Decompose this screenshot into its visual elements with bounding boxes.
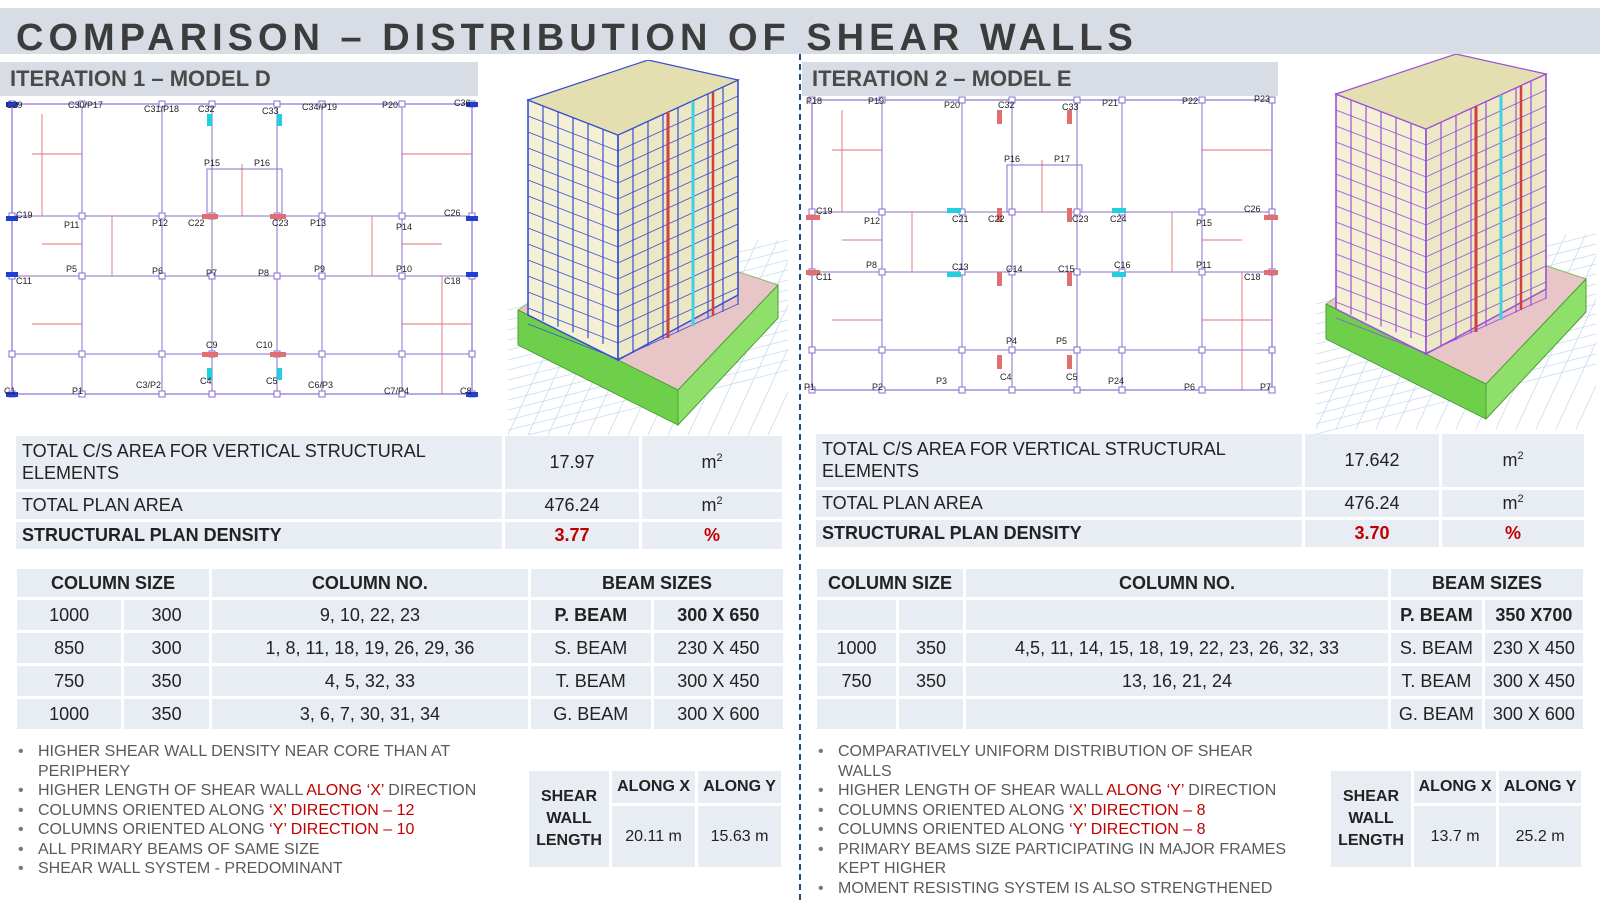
beam-sizes-header: BEAM SIZES xyxy=(1390,568,1585,599)
along-y-header: ALONG Y xyxy=(697,770,783,805)
cell: 350 xyxy=(123,665,211,698)
plan-label: C26 xyxy=(1244,204,1261,214)
cell: 300 X 450 xyxy=(652,665,784,698)
list-item: • ALL PRIMARY BEAMS OF SAME SIZE xyxy=(16,840,516,860)
plan-label: P7 xyxy=(206,268,218,278)
shear-wall xyxy=(1264,270,1278,275)
column-marker xyxy=(1199,97,1205,103)
cell xyxy=(965,698,1390,731)
plan-label: C18 xyxy=(1244,272,1261,282)
column-marker xyxy=(274,273,280,279)
column-marker xyxy=(1009,347,1015,353)
area-unit: $m^2$ xyxy=(641,490,783,520)
plan-label: P20 xyxy=(382,100,399,110)
plan-label: C34/P19 xyxy=(302,102,338,112)
column-marker xyxy=(879,347,885,353)
plan-label: P2 xyxy=(872,382,884,392)
table-row xyxy=(816,568,1585,599)
cell: 300 X 450 xyxy=(1483,665,1584,698)
cell xyxy=(897,698,964,731)
along-y-header: ALONG Y xyxy=(1498,770,1583,805)
plan-label: P16 xyxy=(254,158,271,168)
table-row xyxy=(816,434,1584,488)
plan-label: P1 xyxy=(72,386,84,396)
table-row xyxy=(16,599,785,632)
column-marker xyxy=(809,209,815,215)
shear-wall xyxy=(1264,215,1278,220)
shear-wall xyxy=(1067,272,1072,286)
cell: 750 xyxy=(16,665,123,698)
area-label: TOTAL C/S AREA FOR VERTICAL STRUCTURAL ELEMENTS xyxy=(816,434,1304,488)
cell: 13, 16, 21, 24 xyxy=(965,665,1390,698)
plan-label: C19 xyxy=(16,210,33,220)
table-row xyxy=(16,665,785,698)
cell xyxy=(897,599,964,632)
column-marker xyxy=(1119,387,1125,393)
plan-label: C31/P18 xyxy=(144,104,180,114)
column-marker xyxy=(399,101,405,107)
cell: S. BEAM xyxy=(529,632,652,665)
table-row xyxy=(16,568,785,599)
column-marker xyxy=(959,387,965,393)
shear-wall xyxy=(466,216,478,221)
list-item: • COLUMNS ORIENTED ALONG ‘Y’ DIRECTION – 10 xyxy=(16,820,516,840)
plan-label: P12 xyxy=(864,216,881,226)
area-value: 17.97 xyxy=(504,436,641,490)
cell: 1, 8, 11, 18, 19, 26, 29, 36 xyxy=(210,632,529,665)
shear-wall xyxy=(997,272,1002,286)
shear-wall xyxy=(997,110,1002,124)
plan-label: C32 xyxy=(998,100,1015,110)
list-item: • PRIMARY BEAMS SIZE PARTICIPATING IN MAJOR FRAMES KEPT HIGHER xyxy=(816,840,1306,879)
cell: 230 X 450 xyxy=(1483,632,1584,665)
shear-wall xyxy=(277,368,282,380)
area-label: STRUCTURAL PLAN DENSITY xyxy=(16,520,504,550)
cell: 300 X 600 xyxy=(1483,698,1584,731)
cell: 750 xyxy=(816,665,898,698)
column-marker xyxy=(809,347,815,353)
column-marker xyxy=(1199,347,1205,353)
cell: 350 xyxy=(123,698,211,731)
shear-wall xyxy=(466,272,478,277)
cell: 4, 5, 32, 33 xyxy=(210,665,529,698)
plan-label: C21 xyxy=(952,214,969,224)
cell: S. BEAM xyxy=(1390,632,1484,665)
cell: 1000 xyxy=(16,599,123,632)
plan-label: C4 xyxy=(200,376,212,386)
area-value: 476.24 xyxy=(504,490,641,520)
density-value: 3.70 xyxy=(1304,518,1441,548)
column-marker xyxy=(159,351,165,357)
list-item: • SHEAR WALL SYSTEM - PREDOMINANT xyxy=(16,859,516,879)
plan-label: P8 xyxy=(866,260,878,270)
plan-label: C22 xyxy=(988,214,1005,224)
column-marker xyxy=(9,351,15,357)
plan-label: P10 xyxy=(396,264,413,274)
plan-label: C5 xyxy=(266,376,278,386)
title-bar xyxy=(0,8,1600,59)
area-table-model-e xyxy=(816,434,1584,550)
plan-label: P4 xyxy=(1006,336,1018,346)
column-marker xyxy=(1074,347,1080,353)
plan-label: P19 xyxy=(868,96,885,106)
plan-label: P11 xyxy=(64,220,80,230)
column-marker xyxy=(1009,209,1015,215)
plan-label: C24 xyxy=(1110,214,1127,224)
cell: 3, 6, 7, 30, 31, 34 xyxy=(210,698,529,731)
plan-label: P21 xyxy=(1102,98,1119,108)
ground-grid xyxy=(1576,234,1596,429)
along-y-value: 15.63 m xyxy=(697,805,783,869)
plan-label: P5 xyxy=(1056,336,1068,346)
column-marker xyxy=(79,213,85,219)
plan-label: C13 xyxy=(952,262,969,272)
plan-label: C33 xyxy=(1062,102,1079,112)
list-item: • HIGHER LENGTH OF SHEAR WALL ALONG ‘X’ DIRECTION xyxy=(16,781,516,801)
plan-label: C33 xyxy=(262,106,279,116)
shear-wall xyxy=(1112,208,1126,213)
area-unit: $m^2$ xyxy=(641,436,783,490)
area-value: 17.642 xyxy=(1304,434,1441,488)
shear-wall xyxy=(1067,355,1072,369)
shear-wall-length-model-d xyxy=(526,768,784,870)
cell: 350 xyxy=(897,665,964,698)
plan-label: P8 xyxy=(258,268,270,278)
plan-label: C15 xyxy=(1058,264,1075,274)
observations-model-e xyxy=(816,742,1306,898)
plan-label: C11 xyxy=(816,272,832,282)
plan-label: P15 xyxy=(204,158,221,168)
shear-wall xyxy=(947,208,961,213)
cell xyxy=(965,599,1390,632)
page-title: COMPARISON – DISTRIBUTION OF SHEAR WALLS xyxy=(16,17,1138,59)
area-label: TOTAL C/S AREA FOR VERTICAL STRUCTURAL ELEMENTS xyxy=(16,436,504,490)
shear-wall-length-model-e xyxy=(1328,768,1584,870)
column-marker xyxy=(319,391,325,397)
density-value: 3.77 xyxy=(504,520,641,550)
plan-label: P7 xyxy=(1260,382,1272,392)
cell: P. BEAM xyxy=(1390,599,1484,632)
column-size-header: COLUMN SIZE xyxy=(16,568,211,599)
area-unit: $m^2$ xyxy=(1441,488,1585,518)
plan-label: P24 xyxy=(1108,376,1125,386)
cell: 9, 10, 22, 23 xyxy=(210,599,529,632)
shear-wall xyxy=(270,352,286,357)
table-row xyxy=(16,632,785,665)
cell: 230 X 450 xyxy=(652,632,784,665)
list-item: • COLUMNS ORIENTED ALONG ‘X’ DIRECTION – 12 xyxy=(16,801,516,821)
column-marker xyxy=(399,213,405,219)
shear-wall xyxy=(207,114,212,126)
area-unit: $m^2$ xyxy=(1441,434,1585,488)
cell xyxy=(816,698,898,731)
table-row xyxy=(816,599,1585,632)
table-row xyxy=(816,665,1585,698)
plan-label: P23 xyxy=(1254,94,1271,104)
column-marker xyxy=(1269,347,1275,353)
list-item: • COMPARATIVELY UNIFORM DISTRIBUTION OF SHEAR WALLS xyxy=(816,742,1306,781)
plan-label: P20 xyxy=(944,100,961,110)
plan-label: P5 xyxy=(66,264,78,274)
core-outline xyxy=(207,169,282,216)
plan-label: P9 xyxy=(314,264,326,274)
along-x-header: ALONG X xyxy=(1413,770,1498,805)
column-table-model-d xyxy=(14,566,786,732)
plan-label: P13 xyxy=(310,218,327,228)
plan-label: C19 xyxy=(816,206,833,216)
column-marker xyxy=(1074,387,1080,393)
column-marker xyxy=(79,273,85,279)
shear-wall xyxy=(1112,272,1126,277)
cell: G. BEAM xyxy=(529,698,652,731)
iteration-2-label: ITERATION 2 – MODEL E xyxy=(802,62,1278,96)
cell: 350 X700 xyxy=(1483,599,1584,632)
table-row xyxy=(816,632,1585,665)
column-marker xyxy=(879,269,885,275)
column-marker xyxy=(1269,209,1275,215)
area-label: TOTAL PLAN AREA xyxy=(16,490,504,520)
cell: 300 X 600 xyxy=(652,698,784,731)
area-label: TOTAL PLAN AREA xyxy=(816,488,1304,518)
plan-label: P12 xyxy=(152,218,169,228)
column-marker xyxy=(469,351,475,357)
column-marker xyxy=(79,351,85,357)
table-row xyxy=(816,698,1585,731)
beam-sizes-header: BEAM SIZES xyxy=(529,568,784,599)
area-value: 476.24 xyxy=(1304,488,1441,518)
3d-model-e xyxy=(1316,54,1596,439)
plan-label: C26 xyxy=(444,208,461,218)
list-item: • COLUMNS ORIENTED ALONG ‘X’ DIRECTION – 8 xyxy=(816,801,1306,821)
cell: 300 X 650 xyxy=(652,599,784,632)
plan-label: P3 xyxy=(936,376,948,386)
plan-label: C1 xyxy=(4,386,16,396)
plan-label: C3/P2 xyxy=(136,380,162,390)
table-row xyxy=(16,698,785,731)
cell: T. BEAM xyxy=(529,665,652,698)
list-item: • HIGHER SHEAR WALL DENSITY NEAR CORE THAN AT PERIPHERY xyxy=(16,742,516,781)
plan-label: P14 xyxy=(396,222,413,232)
area-label: STRUCTURAL PLAN DENSITY xyxy=(816,518,1304,548)
plan-label: C16 xyxy=(1114,260,1131,270)
plan-label: P22 xyxy=(1182,96,1199,106)
along-x-value: 20.11 m xyxy=(611,805,697,869)
plan-label: C11 xyxy=(16,276,32,286)
table-row xyxy=(16,490,782,520)
observations-model-d xyxy=(16,742,516,879)
plan-label: C8 xyxy=(460,386,472,396)
table-row xyxy=(16,520,782,550)
list-item: • COLUMNS ORIENTED ALONG ‘Y’ DIRECTION – 8 xyxy=(816,820,1306,840)
column-no-header: COLUMN NO. xyxy=(965,568,1390,599)
plan-label: P16 xyxy=(1004,154,1021,164)
plan-label: P6 xyxy=(152,266,164,276)
plan-label: P1 xyxy=(804,382,816,392)
plan-label: P6 xyxy=(1184,382,1196,392)
plan-label: C10 xyxy=(256,340,273,350)
column-marker xyxy=(319,351,325,357)
list-item: • MOMENT RESISTING SYSTEM IS ALSO STRENGTHENED xyxy=(816,879,1306,899)
table-row xyxy=(1330,770,1583,805)
table-row xyxy=(528,770,783,805)
cell xyxy=(816,599,898,632)
column-marker xyxy=(879,209,885,215)
shear-wall-length-label: SHEAR WALL LENGTH xyxy=(528,770,611,869)
plan-label: P17 xyxy=(1054,154,1071,164)
plan-label: C9 xyxy=(206,340,218,350)
cell: P. BEAM xyxy=(529,599,652,632)
column-marker xyxy=(959,347,965,353)
shear-wall xyxy=(947,272,961,277)
column-marker xyxy=(159,391,165,397)
column-marker xyxy=(209,391,215,397)
column-table-model-e xyxy=(814,566,1586,732)
cell: 300 xyxy=(123,632,211,665)
cell: T. BEAM xyxy=(1390,665,1484,698)
cell: 300 xyxy=(123,599,211,632)
density-unit: % xyxy=(1441,518,1585,548)
plan-label: C30/P17 xyxy=(68,100,104,110)
shear-wall-length-label: SHEAR WALL LENGTH xyxy=(1330,770,1413,869)
column-marker xyxy=(1199,209,1205,215)
cell: 1000 xyxy=(16,698,123,731)
plan-label: C36 xyxy=(454,98,471,108)
plan-label: P11 xyxy=(1196,260,1212,270)
cell: 850 xyxy=(16,632,123,665)
cell: 4,5, 11, 14, 15, 18, 19, 22, 23, 26, 32, 33 xyxy=(965,632,1390,665)
column-size-header: COLUMN SIZE xyxy=(816,568,965,599)
column-marker xyxy=(399,351,405,357)
core-outline xyxy=(1007,165,1082,212)
shear-wall xyxy=(1067,110,1072,124)
floor-plan-model-e xyxy=(804,92,1284,410)
list-item: • HIGHER LENGTH OF SHEAR WALL ALONG ‘Y’ DIRECTION xyxy=(816,781,1306,801)
column-no-header: COLUMN NO. xyxy=(210,568,529,599)
plan-label: C6/P3 xyxy=(308,380,334,390)
plan-label: C22 xyxy=(188,218,205,228)
plan-label: C5 xyxy=(1066,372,1078,382)
column-marker xyxy=(1199,387,1205,393)
plan-label: P15 xyxy=(1196,218,1213,228)
plan-label: C23 xyxy=(272,218,289,228)
table-row xyxy=(16,436,782,490)
cell: 1000 xyxy=(816,632,898,665)
plan-label: P18 xyxy=(806,96,823,106)
ground-grid xyxy=(768,240,788,435)
column-marker xyxy=(274,391,280,397)
plan-label: C29 xyxy=(6,100,23,110)
iteration-1-label: ITERATION 1 – MODEL D xyxy=(0,62,478,96)
plan-label: C18 xyxy=(444,276,461,286)
plan-label: C4 xyxy=(1000,372,1012,382)
3d-model-d xyxy=(508,60,788,435)
column-marker xyxy=(1119,347,1125,353)
cell: G. BEAM xyxy=(1390,698,1484,731)
column-marker xyxy=(1074,269,1080,275)
section-divider xyxy=(799,54,801,900)
area-table-model-d xyxy=(16,436,782,552)
table-row xyxy=(816,488,1584,518)
cell: 350 xyxy=(897,632,964,665)
floor-plan-model-d xyxy=(4,96,484,406)
plan-label: C23 xyxy=(1072,214,1089,224)
column-marker xyxy=(1009,387,1015,393)
plan-label: C7/P4 xyxy=(384,386,410,396)
plan-label: C32 xyxy=(198,104,215,114)
plan-label: C14 xyxy=(1006,264,1023,274)
along-x-header: ALONG X xyxy=(611,770,697,805)
table-row xyxy=(816,518,1584,548)
shear-wall xyxy=(202,352,218,357)
along-x-value: 13.7 m xyxy=(1413,805,1498,869)
density-unit: % xyxy=(641,520,783,550)
column-marker xyxy=(1119,97,1125,103)
shear-wall xyxy=(997,355,1002,369)
along-y-value: 25.2 m xyxy=(1498,805,1583,869)
